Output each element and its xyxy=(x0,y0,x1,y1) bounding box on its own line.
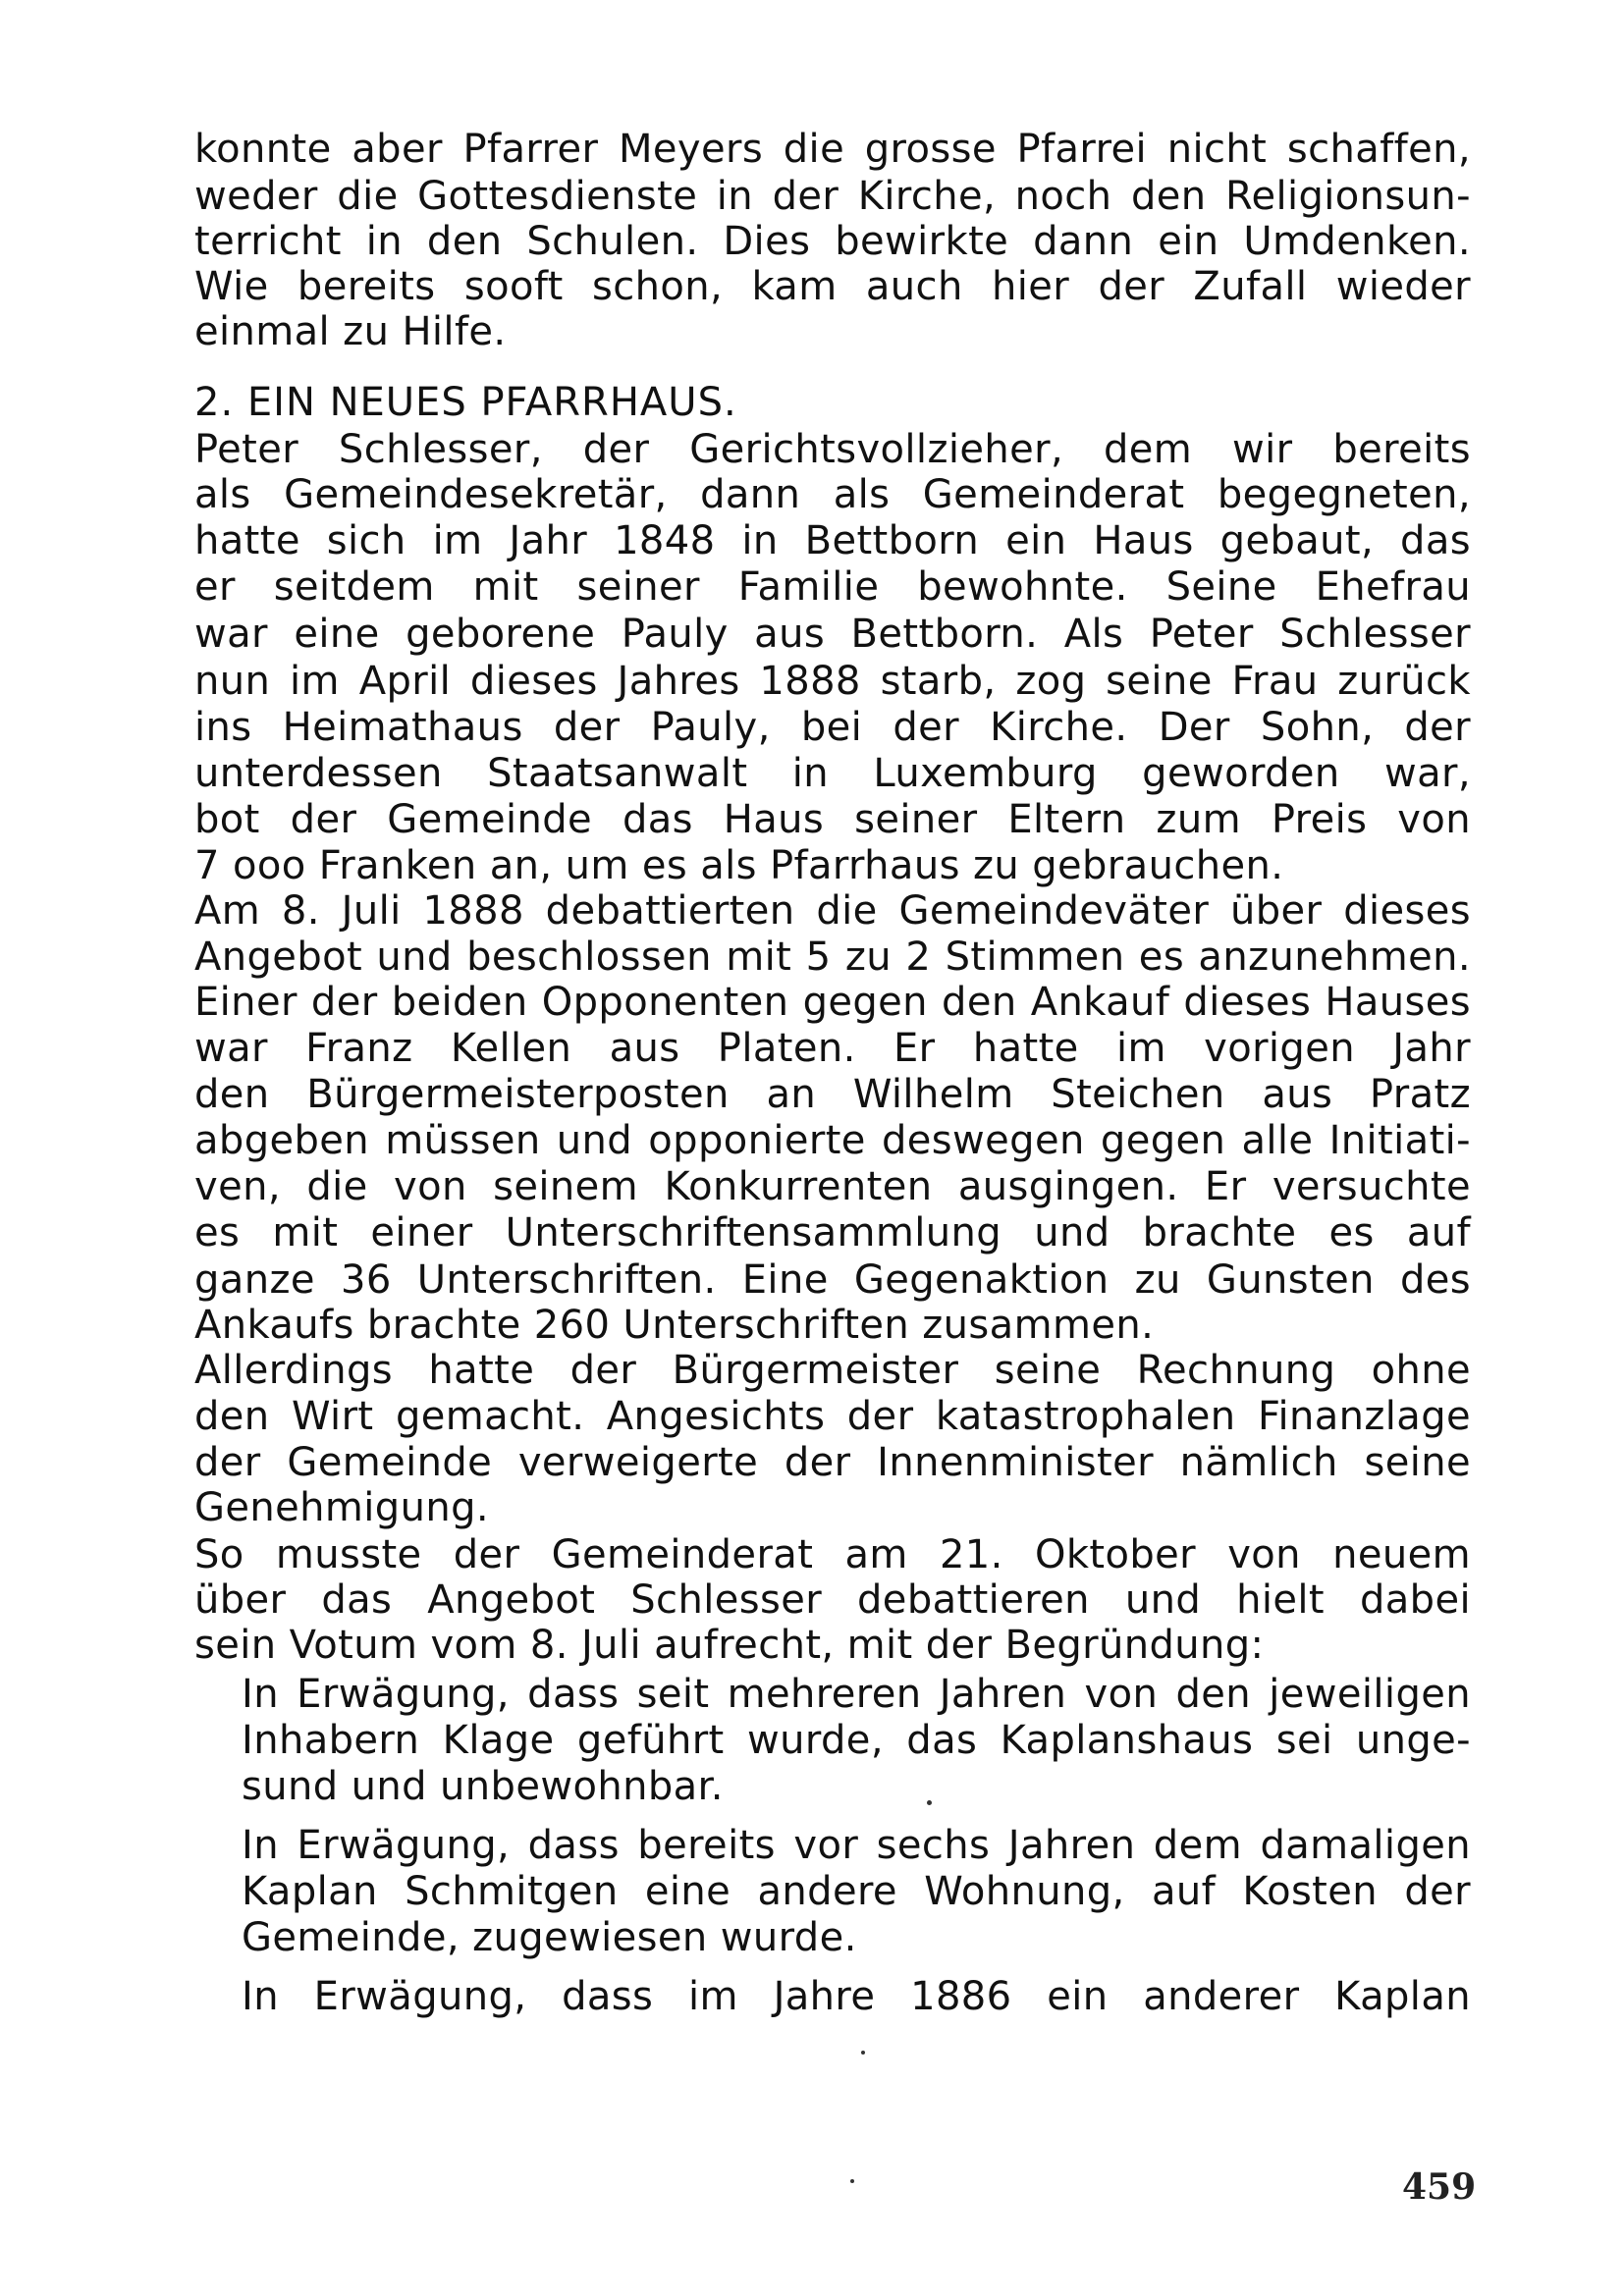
text-line: Am 8. Juli 1888 debattierten die Gemeindeväter über dieses xyxy=(194,888,1471,934)
text-line: Angebot und beschlossen mit 5 zu 2 Stimmen es anzunehmen. xyxy=(194,934,1471,980)
text-line: abgeben müssen und opponierte deswegen gegen alle Initiati- xyxy=(194,1118,1471,1163)
text-line: als Gemeindesekretär, dann als Gemeinderat begegneten, xyxy=(194,472,1471,517)
quote-line: In Erwägung, dass bereits vor sechs Jahren dem damaligen xyxy=(242,1823,1471,1868)
text-line: weder die Gottesdienste in der Kirche, noch den Religionsun- xyxy=(194,174,1471,219)
quote-line: In Erwägung, dass seit mehreren Jahren von den jeweiligen xyxy=(242,1672,1471,1717)
page-number: 459 xyxy=(1402,2166,1477,2208)
text-line: einmal zu Hilfe. xyxy=(194,309,507,354)
text-line: Genehmigung. xyxy=(194,1485,489,1530)
quote-line: sund und unbewohnbar. xyxy=(242,1764,724,1809)
text-line: über das Angebot Schlesser debattieren und hielt dabei xyxy=(194,1577,1471,1623)
quote-line: Gemeinde, zugewiesen wurde. xyxy=(242,1915,857,1960)
text-line: Wie bereits sooft schon, kam auch hier der Zufall wieder xyxy=(194,264,1471,309)
text-line: Allerdings hatte der Bürgermeister seine Rechnung ohne xyxy=(194,1348,1471,1393)
text-line: sein Votum vom 8. Juli aufrecht, mit der Begründung: xyxy=(194,1623,1265,1668)
text-line: war eine geborene Pauly aus Bettborn. Als Peter Schlesser xyxy=(194,612,1471,657)
scan-speck xyxy=(861,2051,865,2055)
text-line: bot der Gemeinde das Haus seiner Eltern zum Preis von xyxy=(194,797,1471,842)
text-line: war Franz Kellen aus Platen. Er hatte im vorigen Jahr xyxy=(194,1026,1471,1071)
text-line: konnte aber Pfarrer Meyers die grosse Pfarrei nicht schaffen, xyxy=(194,127,1471,172)
text-line: hatte sich im Jahr 1848 in Bettborn ein Haus gebaut, das xyxy=(194,518,1471,563)
text-line: terricht in den Schulen. Dies bewirkte dann ein Umdenken. xyxy=(194,219,1471,264)
text-line: unterdessen Staatsanwalt in Luxemburg geworden war, xyxy=(194,751,1471,796)
section-heading: 2. EIN NEUES PFARRHAUS. xyxy=(194,380,737,425)
text-line: der Gemeinde verweigerte der Innenminister nämlich seine xyxy=(194,1440,1471,1485)
quote-line: Kaplan Schmitgen eine andere Wohnung, auf Kosten der xyxy=(242,1869,1471,1914)
text-line: Peter Schlesser, der Gerichtsvollzieher, dem wir bereits xyxy=(194,427,1471,472)
text-line: er seitdem mit seiner Familie bewohnte. Seine Ehefrau xyxy=(194,564,1471,610)
scan-speck xyxy=(850,2179,854,2183)
text-line: den Bürgermeisterposten an Wilhelm Steichen aus Pratz xyxy=(194,1072,1471,1117)
quote-line: In Erwägung, dass im Jahre 1886 ein anderer Kaplan xyxy=(242,1974,1471,2019)
quote-line: Inhabern Klage geführt wurde, das Kaplanshaus sei unge- xyxy=(242,1718,1471,1763)
text-line: ins Heimathaus der Pauly, bei der Kirche. Der Sohn, der xyxy=(194,705,1471,750)
text-line: den Wirt gemacht. Angesichts der katastrophalen Finanzlage xyxy=(194,1394,1471,1439)
text-line: ganze 36 Unterschriften. Eine Gegenaktion zu Gunsten des xyxy=(194,1257,1471,1303)
text-line: es mit einer Unterschriftensammlung und brachte es auf xyxy=(194,1210,1471,1255)
text-line: So musste der Gemeinderat am 21. Oktober von neuem xyxy=(194,1532,1471,1577)
text-line: nun im April dieses Jahres 1888 starb, zog seine Frau zurück xyxy=(194,659,1471,704)
text-line: Einer der beiden Opponenten gegen den Ankauf dieses Hauses xyxy=(194,980,1471,1025)
scan-speck xyxy=(927,1800,932,1805)
text-line: ven, die von seinem Konkurrenten ausgingen. Er versuchte xyxy=(194,1164,1471,1209)
text-line: 7 ooo Franken an, um es als Pfarrhaus zu gebrauchen. xyxy=(194,843,1284,888)
text-line: Ankaufs brachte 260 Unterschriften zusammen. xyxy=(194,1303,1155,1348)
